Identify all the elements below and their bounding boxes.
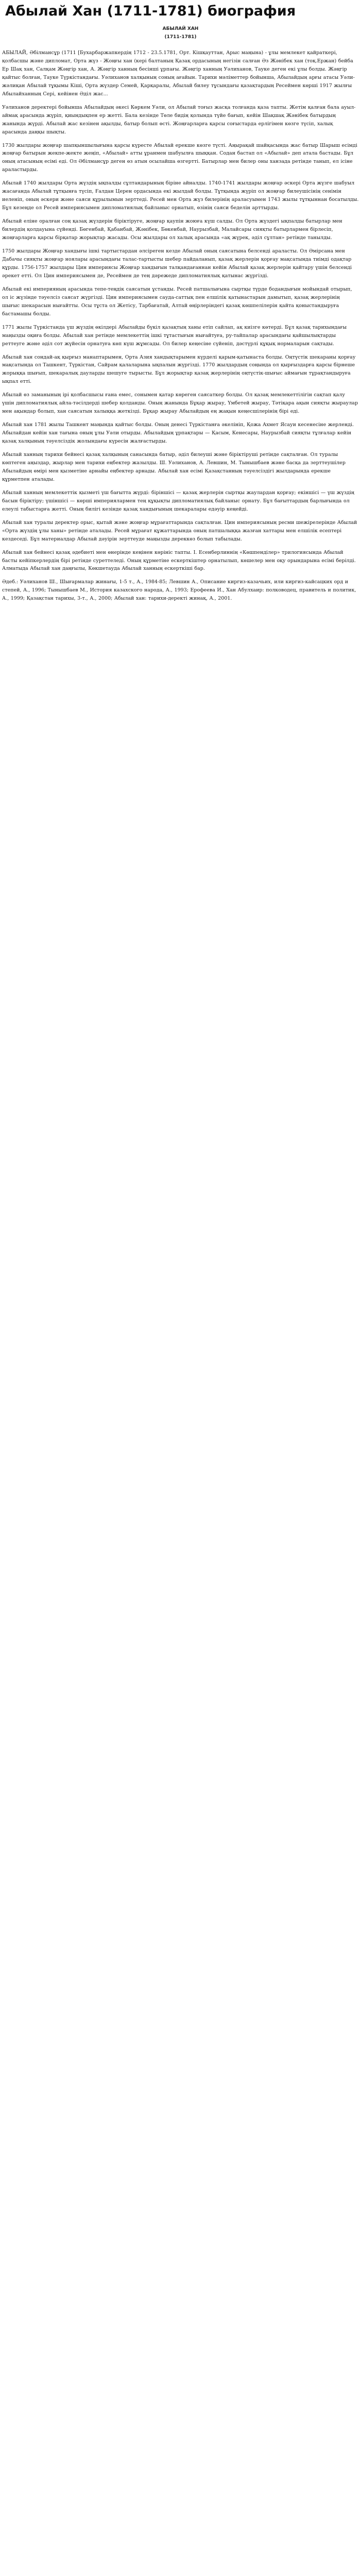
paragraph: Абылай хан туралы деректер орыс, қытай және жоңғар мұрағаттарында сақталған. Цин империясының ресми шежірелерінде Абылай «Орта жүздің ұлы ханы» ретінде аталады. Ресей мұрағат құжаттарында оның патшалыққа жазған хаттары мен елшілік есептері кездеседі. Бұл материалдар Абылай дәуірін зерттеуде маңызды дереккөз болып табылады. (2, 519, 357, 542)
bibliography: Әдеб.: Уәлиханов Ш., Шығармалар жинағы, 1-5 т., А., 1984-85; Левшин А., Описание киргиз-казачьих, или киргиз-кайсацких орд и степей, А., 1996; Тынышбаев М., История казахского народа, А., 1993; Ерофеева И., Хан Абулхаир: полководец, правитель и политик, А., 1999; Қазақстан тарихы, 3-т., А., 2000; Абылай хан: тарихи-деректі жинақ, А., 2001. (2, 579, 356, 602)
paragraph: Абылай ханның тарихи бейнесі қазақ халқының санасында батыр, әділ билеуші және біріктіруші ретінде сақталған. Ол туралы көптеген аңыздар, жырлар мен тарихи еңбектер жазылды. Ш. Уәлиханов, А. Левшин, М. Тынышбаев және басқа да зерттеушілер Абылайдың өмірі мен қызметіне арнайы еңбектер арнады. Абылай хан есімі Қазақстанның тәуелсіздігі жылдарында ерекше құрметпен аталады. (2, 452, 346, 482)
article-body (2, 49, 359, 603)
paragraph: АБЫЛАЙ, Әбілмансұр (1711 [Бухарбаржапкердің 1712 - 23.5.1781, Орт. Кішқауттан, Арыс маңына) - ұлы мемлекет қайраткері, қолбасшы және дипломат, Орта жүз - Жоңғы хан (кері балтаның Қазақ ордасының негізін салған Әз Жәнібек хан (тоқ.Ержан) бейба Ер Шақ хан, Салқам Жәңгір хан, А. Жәңгір ханның бесінші ұрпағы. Жәңгір ханның Уәлиханов, Тауке деген екі ұлы болды. Жәңгір қайтыс болған, Тауке Түркістандағы. Уәлиханов халқының соның ағайын. Тарихи мәліметтер бойынша, Абылайдың арғы атасы Уәли-жәлиқан Абылай тұқымы Кіші, Орта жүздер Семей, Қарқаралы, Абылай билеу тұсындағы қазақтардың Ресеймен көрші 1917 жылғы Абылайханның Сері, кейінен Әділ жас... (2, 50, 355, 97)
paragraph: Абылай хан бейнесі қазақ әдебиеті мен өнерінде кеңінен көрініс тапты. І. Есенберлиннің «Көшпенділер» трилогиясында Абылай басты кейіпкерлердің бірі ретінде суреттеледі. Оның құрметіне ескерткіштер орнатылып, көшелер мен оқу орындарына есімі берілді. Алматыда Абылай хан даңғылы, Көкшетауда Абылай ханның ескерткіші бар. (2, 549, 356, 572)
paragraph: Абылай 1740 жылдары Орта жүздің ықпалды сұлтандарының біріне айналды. 1740-1741 жылдары жоңғар әскері Орта жүзге шабуыл жасағанда Абылай тұтқынға түсіп, Ғалдан Церен ордасында екі жылдай болды. Тұтқында жүріп ол жоңғар билеушісінің сенімін иеленіп, оның әскери және саяси құрылымын зерттеді. Ресей мен Орта жүз билерінің араласуымен 1743 жылы тұтқыннан босатылды. Бұл кезеңде ол Ресей империясымен дипломатиялық байланыс орнатып, өзінің саяси беделін арттырды. (2, 180, 359, 211)
subtitle: АБЫЛАЙ ХАН (162, 26, 199, 31)
life-dates: (1711-1781) (164, 35, 197, 40)
paragraph: 1730 жылдары жоңғар шапқыншылығына қарсы күресте Абылай ерекше көзге түсті. Аңырақай шайқасында жас батыр Шарыш есімді жоңғар батырын жекпе-жекте жеңіп, «Абылай» атты ұранмен шабуылға шыққан. Содан бастап ол «Абылай» деп атала бастады. Бұл оның атасының есімі еді. Ол Әбілмансұр деген өз атын осылайша өзгертті. Батырлар мен билер оны ханзада ретінде танып, ел ісіне араластырды. (2, 142, 357, 173)
document-title: Абылай Хан (1711-1781) биография (5, 3, 296, 19)
paragraph: Абылай хан сондай-ақ қырғыз манаптарымен, Орта Азия хандықтарымен күрделі қарым-қатынаста болды. Оңтүстік шекараны қорғау мақсатында ол Ташкент, Түркістан, Сайрам қалаларына ықпалын жүргізді. 1770 жылдардың соңында ол қырғыздарға қарсы бірнеше жорыққа шығып, шекаралық дауларды шешуге тырысты. Бұл жорықтар қазақ жерлерінің оңтүстік-шығыс аймағын тұрақтандыруға ықпал етті. (2, 354, 356, 385)
paragraph: Абылай хан 1781 жылы Ташкент маңында қайтыс болды. Оның денесі Түркістанға әкелініп, Қожа Ахмет Ясауи кесенесіне жерленді. Абылайдан кейін хан тағына оның ұлы Уәли отырды. Абылайдың ұрпақтары — Қасым, Кенесары, Наурызбай сияқты тұлғалар кейін қазақ халқының тәуелсіздік жолындағы күресін жалғастырды. (2, 422, 354, 445)
paragraph: 1750 жылдары Жоңғар хандығы ішкі тартыстардан әлсіреген кезде Абылай оның саясатына белсенді араласты. Ол Әмірсана мен Дабачы сияқты жоңғар ноялары арасындағы талас-тартысты шебер пайдаланып, қазақ жерлерін қорғау мақсатында тиімді одақтар құрды. 1756-1757 жылдары Цин империясы Жоңғар хандығын талқандағаннан кейін Абылай қазақ жерлерін қайтару үшін белсенді әрекет етті. Ол Цин империясымен де, Ресеймен де тең дәрежеде дипломатиялық қатынас жүргізді. (2, 248, 352, 279)
paragraph: Абылай еліне оралған соң қазақ жүздерін біріктіруге, жоңғар қаупін жоюға күш салды. Ол Орта жүздегі ықпалды батырлар мен билердің қолдауына сүйенді. Бөгенбай, Қабанбай, Жәнібек, Бөкенбай, Наурызбай, Малайсары сияқты батырлармен бірлесіп, жоңғарларға қарсы бірқатар жорықтар жасады. Осы жылдары ол халық арасында «ақ жүрек, әділ сұлтан» ретінде танылды. (2, 218, 342, 241)
paragraph: Абылай екі империяның арасында тепе-теңдік саясатын ұстанды. Ресей патшалығына сыртқы түрде бодандығын мойындай отырып, ол іс жүзінде тәуелсіз саясат жүргізді. Цин империясымен сауда-саттық пен елшілік қатынастарын дамытып, қазақ жерлерінің шығыс шекарасын нығайтты. Осы тұста ол Жетісу, Тарбағатай, Алтай өңірлеріндегі қазақ көшпелілерін қайта қоныстандыруға бастамашы болды. (2, 286, 352, 317)
paragraph: Абылай ханның мемлекеттік қызметі үш бағытта жүрді: біріншісі — қазақ жерлерін сыртқы жаулардан қорғау; екіншісі — үш жүздің басын біріктіру; үшіншісі — көрші империялармен тең құқықты дипломатиялық байланыс орнату. Бұл бағыттардың барлығында ол елеулі табыстарға жетті. Оның билігі кезінде қазақ хандығының шекаралары едәуір кеңейді. (2, 489, 354, 512)
paragraph: 1771 жылы Түркістанда үш жүздің өкілдері Абылайды бүкіл қазақтың ханы етіп сайлап, ақ киізге көтерді. Бұл қазақ тарихындағы маңызды оқиға болды. Абылай хан ретінде мемлекеттің ішкі тұтастығын нығайтуға, ру-тайпалар арасындағы қайшылықтарды реттеуге және әділ сот жүйесін орнатуға көп күш жұмсады. Ол билер кеңесіне сүйеніп, дәстүрлі құқық нормаларын сақтады. (2, 324, 347, 347)
paragraph: Абылай өз заманының ірі қолбасшысы ғана емес, сонымен қатар көреген саясаткер болды. Ол қазақ мемлекеттілігін сақтап қалу үшін дипломатиялық айла-тәсілдерді шебер қолданды. Оның жанында Бұқар жырау, Үмбетей жырау, Тәтіқара ақын сияқты жыраулар мен ақындар болып, хан саясатын халыққа жеткізді. Бұқар жырау Абылайдың ең жақын кеңесшілерінің бірі еді. (2, 392, 358, 415)
paragraph: Уәлиханов деректері бойынша Абылайдың әкесі Көркем Уәли, ол Абылай тоғыз жасқа толғанда қаза тапты. Жетім қалған бала ауыл-аймақ арасында жүріп, қиындықпен ер жетті. Бала кезінде Төле бидің қолында түйе бағып, кейін Шақшақ Жәнібек батырдың жанында жүрді. Абылай жас кезінен ақылды, батыр болып өсті. Жоңғарларға қарсы соғыстарда ерлігімен көзге түсіп, халық арасында даңқы шықты. (2, 104, 356, 135)
